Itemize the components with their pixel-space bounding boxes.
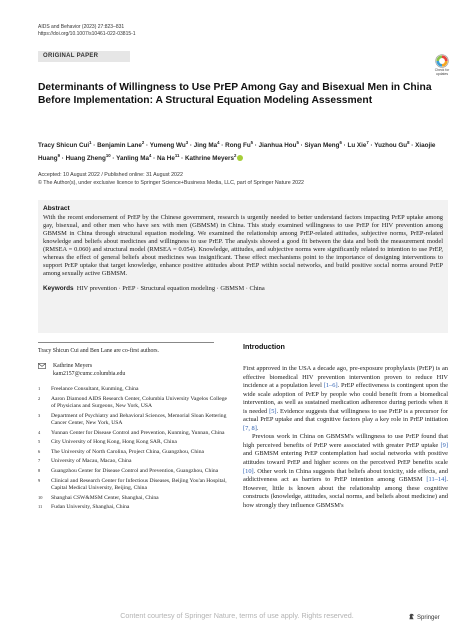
author-name[interactable]: Tracy Shicun Cui$^1$ (38, 140, 92, 150)
intro-text: Previous work in China on GBMSM's willingness to use PrEP found that high perceived benefits of PrEP were associated with greater PrEP uptake (243, 433, 448, 449)
keywords-list: HIV prevention · PrEP · Structural equation modeling · GBMSM · China (76, 285, 265, 293)
affiliation-text: The University of North Carolina, Project China, Guangzhou, China (51, 448, 205, 455)
keywords-line (43, 284, 443, 293)
abstract-section (38, 200, 448, 333)
intro-paragraph-1 (243, 365, 448, 433)
citation-link[interactable]: [9] (440, 441, 448, 449)
author-name[interactable]: Kathrine Meyers$^2$ (185, 153, 237, 163)
citation-link[interactable]: [1–6] (323, 382, 338, 390)
corresponding-author (38, 362, 228, 378)
affiliation-marker: 1 (89, 140, 92, 145)
orcid-icon[interactable] (237, 155, 243, 161)
affiliation-marker: 5 (250, 140, 254, 145)
doi-link[interactable]: https://doi.org/10.1007/s10461-022-03815-1 (38, 31, 136, 37)
affiliation-item (38, 430, 228, 437)
affiliation-marker: 2 (234, 153, 237, 159)
affiliation-number: 10 (38, 494, 43, 500)
affiliation-number: 5 (38, 439, 41, 445)
affiliation-text: Freelance Consultant, Kunming, China (51, 386, 139, 392)
author-name[interactable]: Siyan Meng$^6$ (304, 140, 342, 150)
publisher-logo (408, 613, 440, 622)
contact-email-link[interactable]: kam2157@cumc.columbia.edu (53, 371, 126, 377)
affiliation-marker: 4 (148, 153, 152, 159)
introduction-heading: Introduction (243, 342, 285, 351)
affiliation-marker: 5 (296, 140, 299, 145)
affiliation-text: Guangzhou Center for Disease Control and Prevention, Guangzhou, China (51, 467, 219, 474)
author-name[interactable]: Jianhua Hou$^5$ (258, 140, 299, 150)
author-name[interactable]: Lu Xie$^7$ (347, 140, 369, 150)
affiliation-list (38, 386, 228, 514)
author-name[interactable]: Benjamin Lane$^2$ (97, 140, 145, 150)
citation-link[interactable]: [11–14] (426, 476, 447, 484)
author-name[interactable]: Yanling Ma$^4$ (116, 153, 152, 163)
affiliation-number: 4 (38, 429, 41, 435)
intro-text: . (256, 424, 259, 432)
affiliation-number: 1 (38, 386, 41, 391)
affiliation-number: 3 (38, 412, 41, 418)
affiliation-item (38, 396, 228, 411)
footnote-divider (38, 342, 214, 343)
affiliation-text: Shanghai CSW&MSM Center, Shanghai, China (51, 494, 159, 501)
courtesy-watermark: Content courtesy of Springer Nature, terms of use apply. Rights reserved. (120, 611, 354, 620)
affiliation-number: 7 (38, 458, 41, 464)
affiliation-marker: 9 (57, 153, 60, 159)
intro-text: and GBMSM entering PrEP contemplation had social networks with positive attitudes toward PrEP and higher scores on the perceived PrEP benefits scale (243, 450, 448, 467)
intro-text: . PrEP effectiveness is contingent upon the wide scale adoption of PrEP by people who could benefit from a biomedical intervention, as well as sustained medication adherence during periods when it is needed (243, 382, 448, 415)
crossmark-label-2: updates (435, 72, 449, 76)
affiliation-item (38, 504, 228, 511)
affiliation-number: 11 (38, 504, 43, 510)
journal-header (38, 24, 136, 38)
author-name[interactable]: Yuzhou Gu$^8$ (374, 140, 410, 150)
affiliation-item (38, 458, 228, 465)
intro-text: . Evidence suggests that willingness to use PrEP is a precursor for actual PrEP uptake and that cognitive factors play a key role in PrEP initiation (243, 407, 448, 424)
affiliation-item (38, 478, 228, 493)
affiliation-item (38, 413, 228, 428)
affiliation-item (38, 439, 228, 446)
affiliation-marker: 7 (366, 140, 369, 145)
intro-text: . Other work in China suggests that beliefs about toxicity, side effects, and addictiveness act as barriers to PrEP intention among GBMSM (243, 467, 448, 484)
author-name[interactable]: Rong Fu$^5$ (225, 140, 254, 150)
abstract-heading: Abstract (43, 205, 70, 212)
intro-paragraph-2 (243, 433, 448, 510)
affiliation-text: Department of Psychiatry and Behavioral Sciences, Memorial Sloan Kettering Cancer Center, New York, USA (51, 412, 227, 426)
publisher-name: Springer (417, 615, 440, 621)
copyright-line: © The Author(s), under exclusive licence to Springer Science+Business Media, LLC, part of Springer Nature 2022 (38, 180, 304, 186)
affiliation-item (38, 386, 228, 393)
envelope-icon (38, 363, 46, 369)
author-list: Tracy Shicun Cui$^1$ · Benjamin Lane$^2$ · Yumeng $Wu^3$ · Jing $Ma^4$ · Rong $Fu^5$ · Jianhua Hou$^5$ · Siyan Meng$^6$ · Lu Xie$^7$ · Yuzhou $Gu^8$ · Xiaojie Huang$^9$ · Huang Zheng$^{10}$ · Yanling $Ma^4 \cdot Na$ $He^{11}$ · Kathrine Meyers$^2$ (38, 140, 436, 163)
citation-link[interactable]: [10] (243, 467, 254, 475)
crossmark-icon (435, 54, 449, 68)
affiliation-text: Clinical and Research Center for Infectious Diseases, Beijing You'an Hospital, Capital Medical University, Beijing, China (51, 477, 227, 491)
publication-dates (38, 171, 304, 187)
affiliation-marker: 11 (174, 153, 180, 159)
affiliation-marker: 8 (407, 140, 410, 145)
affiliation-text: Yunnan Center for Disease Control and Prevention, Kunming, Yunnan, China (51, 429, 225, 436)
affiliation-text: University of Macau, Macao, China (51, 458, 132, 465)
journal-citation: AIDS and Behavior (2023) 27:823–831 (38, 24, 125, 30)
article-type-badge: ORIGINAL PAPER (38, 51, 130, 62)
introduction-body (243, 365, 448, 510)
affiliation-text: Aaron Diamond AIDS Research Center, Columbia University Vagelos College of Physicians and Surgeons, New York, USA (51, 395, 227, 409)
affiliation-text: Fudan University, Shanghai, China (51, 504, 130, 511)
affiliation-marker: 6 (339, 140, 342, 145)
affiliation-marker: 2 (141, 140, 145, 145)
author-name[interactable]: Xiaojie Huang$^9$ (38, 142, 436, 163)
citation-link[interactable]: [5] (269, 407, 277, 415)
article-title: Determinants of Willingness to Use PrEP Among Gay and Bisexual Men in China Before Implementation: A Structural Equation Modeling Assessment (38, 82, 432, 106)
citation-link[interactable]: [7, 8] (243, 424, 257, 432)
affiliation-item (38, 468, 228, 475)
affiliation-marker: 4 (217, 140, 220, 145)
affiliation-text: City University of Hong Kong, Hong Kong SAR, China (51, 439, 177, 446)
crossmark-label-1: Check for (434, 68, 450, 72)
check-for-updates-badge[interactable] (431, 54, 453, 76)
author-name[interactable]: Na He$^{11}$ (156, 153, 180, 163)
affiliation-number: 9 (38, 477, 41, 483)
affiliation-number: 2 (38, 395, 41, 401)
intro-text: First approved in the USA a decade ago, pre-exposure prophylaxis (PrEP) is an effective biomedical HIV prevention intervention proven to reduce HIV incidence at a population level (243, 365, 448, 390)
author-name[interactable]: Yumeng Wu$^3$ (149, 140, 189, 150)
abstract-text: With the recent endorsement of PrEP by the Chinese government, research is urgently needed to better understand factors impacting PrEP uptake among gay, bisexual, and other men who have sex with men (GBMSM) in China. This study examined willingness to use PrEP for HIV prevention among GBMSM in China through structural equation modeling. We examined the relationship among PrEP-related attitudes, subjective norms, PrEP-related knowledge and beliefs about medicines and willingness to use PrEP. The analysis showed a good fit between the data and both the measurement model (RMSEA = 0.060) and structural model (RMSEA = 0.054). Knowledge, attitudes, and subjective norms were significantly related to intention to use PrEP, whereas the effect of general beliefs about medicines was insignificant. These effect mechanisms point to the importance of designing interventions to support PrEP uptake that target knowledge, enhance positive attitudes about PrEP within social networks, and build positive social norms around PrEP among sexually active GBMSM. (43, 214, 443, 278)
springer-horse-icon (408, 613, 415, 620)
affiliation-item (38, 449, 228, 456)
contact-name: Kathrine Meyers (53, 363, 93, 369)
affiliation-marker: 3 (185, 140, 189, 145)
author-name[interactable]: Jing Ma$^4$ (193, 140, 220, 150)
keywords-label: Keywords (43, 285, 74, 293)
affiliation-number: 6 (38, 448, 41, 454)
intro-text: . However, little is known about the relationship among these cognitive constructs (knowledge, attitudes, social norms, and beliefs about medicine) and how strongly they influence GBMSM's (243, 476, 448, 509)
affiliation-number: 8 (38, 467, 41, 473)
affiliation-item (38, 495, 228, 502)
cofirst-author-note: Tracy Shicun Cui and Ben Lane are co-first authors. (38, 348, 160, 354)
affiliation-marker: 10 (105, 153, 111, 159)
accepted-published-line: Accepted: 10 August 2022 / Published online: 31 August 2022 (38, 172, 183, 178)
author-name[interactable]: Huang Zheng$^{10}$ (65, 153, 111, 163)
